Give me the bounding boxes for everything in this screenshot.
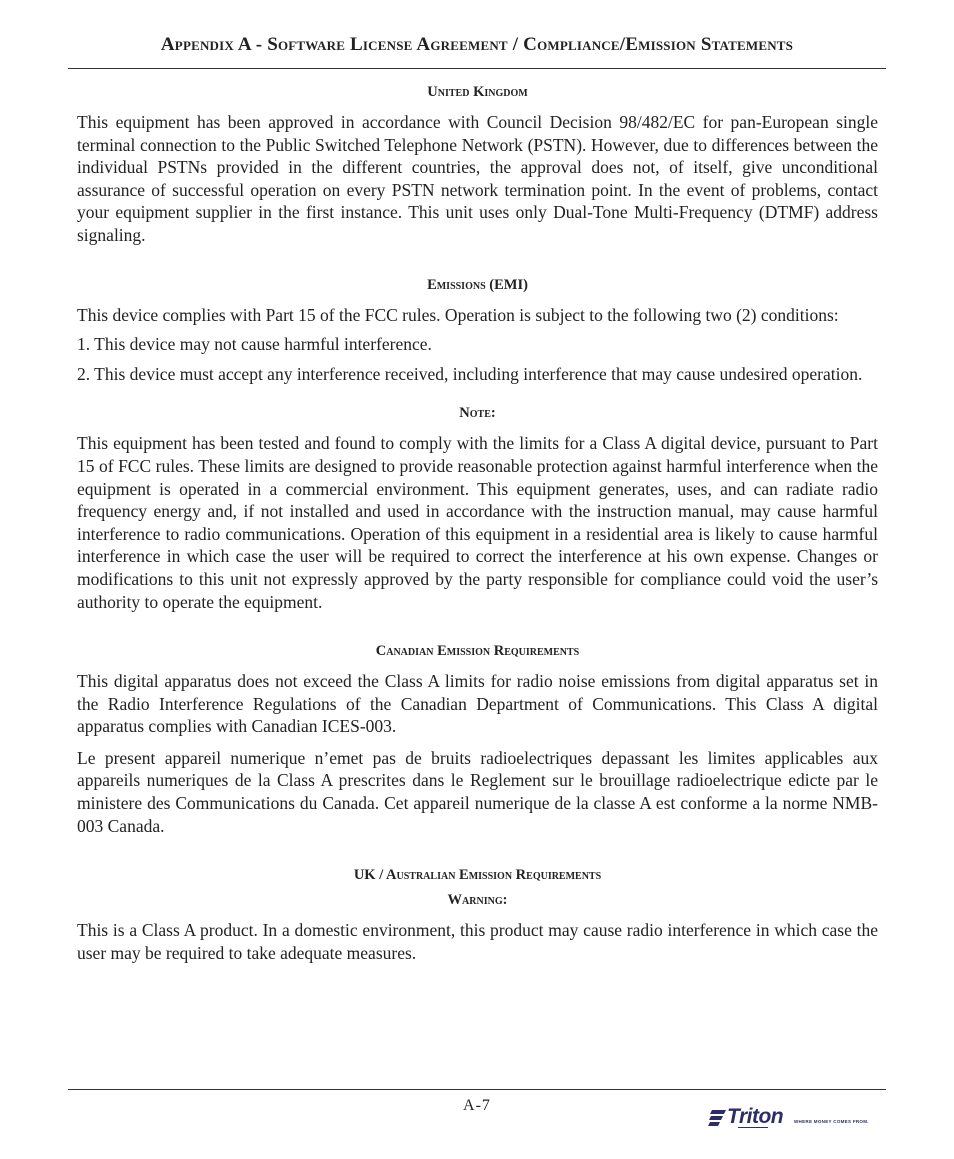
section-heading: UK / Australian Emission Requirements <box>353 867 602 884</box>
paragraph: This is a Class A product. In a domestic environment, this product may cause radio interference in which case the user may be required to take adequate measures. <box>77 920 878 963</box>
logo-tagline: WHERE MONEY COMES FROM. <box>794 1119 869 1124</box>
section-emissions <box>77 277 878 386</box>
logo-wordmark: Triton <box>727 1105 784 1128</box>
page-header <box>68 34 886 56</box>
header-rule <box>68 68 886 69</box>
document-body <box>77 84 878 964</box>
condition-item: 2. This device must accept any interference received, including interference that may cause undesired operation. <box>77 363 863 384</box>
page-number: A-7 <box>463 1097 491 1114</box>
section-heading: Canadian Emission Requirements <box>375 643 580 660</box>
condition-item: 1. This device may not cause harmful interference. <box>77 334 432 355</box>
triton-logo <box>708 1107 878 1131</box>
paragraph: This digital apparatus does not exceed the Class A limits for radio noise emissions from digital apparatus set in the Radio Interference Regulations of the Canadian Department of Communications. This Class A digital apparatus complies with Canadian ICES-003. <box>77 671 878 737</box>
paragraph: This equipment has been tested and found to comply with the limits for a Class A digital device, pursuant to Part 15 of FCC rules. These limits are designed to provide reasonable protection against harmful interference when the equipment is operated in a commercial environment. This equipment generates, uses, and can radiate radio frequency energy and, if not installed and used in accordance with the instruction manual, may cause harmful interference to radio communications. Operation of this equipment in a residential area is likely to cause harmful interference in which case the user will be required to correct the interference at his own expense. Changes or modifications to this unit not expressly approved by the party responsible for compliance could void the user’s authority to operate the equipment. <box>77 433 878 612</box>
header-title: Appendix A - Software License Agreement / Compliance/Emission Statements <box>160 34 794 55</box>
section-uk-australian <box>77 867 878 964</box>
section-subheading: Warning: <box>447 892 508 909</box>
section-note <box>77 405 878 613</box>
paragraph: This equipment has been approved in accordance with Council Decision 98/482/EC for pan-European single terminal connection to the Public Switched Telephone Network (PSTN). However, due to differences between the individual PSTNs provided in the different countries, the approval does not, of itself, give unconditional assurance of successful operation on every PSTN network termination point. In the event of problems, contact your equipment supplier in the first instance. This unit uses only Dual-Tone Multi-Frequency (DTMF) address signaling. <box>77 112 878 245</box>
section-canadian <box>77 643 878 837</box>
section-heading: United Kingdom <box>427 84 528 100</box>
triton-mark-icon <box>708 1110 726 1126</box>
section-heading: Note: <box>459 405 496 422</box>
footer-rule <box>68 1089 886 1090</box>
section-united-kingdom <box>77 84 878 247</box>
paragraph: Le present appareil numerique n’emet pas de bruits radioelectriques depassant les limites applicables aux appareils numeriques de la Class A prescrites dans le Reglement sur le brouillage radioelectrique edicte par le ministere des Communications du Canada. Cet appareil numerique de la classe A est conforme a la norme NMB-003 Canada. <box>77 747 878 836</box>
section-heading: Emissions (EMI) <box>427 276 528 293</box>
logo-underline <box>738 1127 768 1131</box>
paragraph: This device complies with Part 15 of the FCC rules. Operation is subject to the following two (2) conditions: <box>77 304 839 325</box>
